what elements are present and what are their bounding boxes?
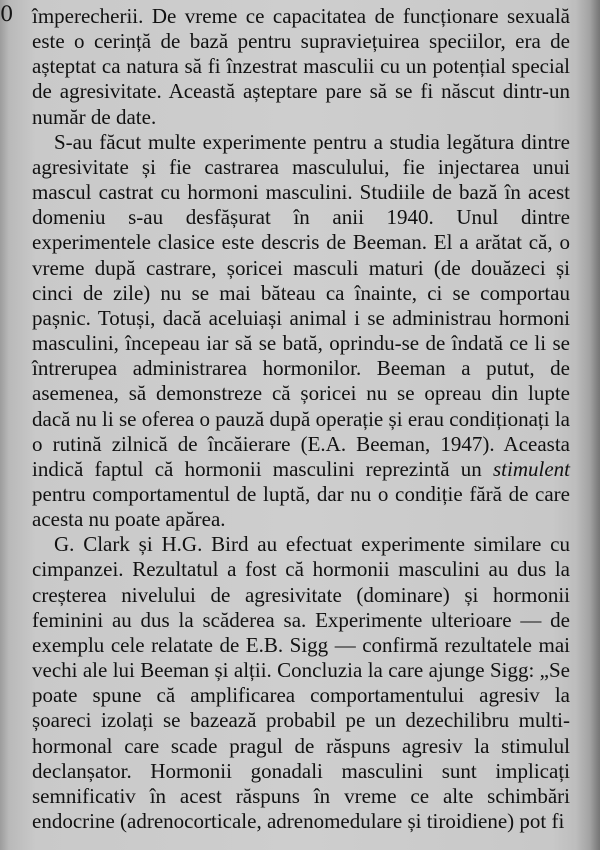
paragraph-2-after: pentru comportamentul de luptă, dar nu o condiție fără de care acesta nu poate apărea. [32,481,570,532]
page-number: 0 [0,2,14,26]
paragraph-2-text: S-au făcut multe experimente pentru a studia legătura dintre agresivitate și fie castrarea masculului, fie injectarea unui mascul castrat cu hormoni masculini. Studiile de bază în acest domeniu s-au desfășurat în anii 1940. Unul dintre experimentele clasice este descris de Beeman. El a arătat că, o vreme după castrare, șoricei masculi maturi (de douăzeci și cinci de zile) nu se mai băteau ca înainte, ci se comportau pașnic. Totuși, dacă aceluiași animal i se administrau hormoni masculini, începeau iar să se bată, oprindu-se de îndată ce li se întrerupea administrarea hormonilor. Beeman a putut, de asemenea, să demonstreze că șoricei nu se opreau din lupte dacă nu li se oferea o pauză după operație și erau condiționați la o rutină zilnică de încăierare (E.A. Beeman, 1947). Aceasta indică faptul că hormonii masculini reprezintă un [32,129,570,481]
italic-term: stimulent [493,456,570,481]
page-edge-shadow [590,0,600,850]
body-text [32,4,570,834]
paragraph-2 [32,130,570,533]
paragraph-1: împerecherii. De vreme ce capacitatea de funcționare sexuală este o cerință de bază pentru supraviețuirea speciilor, era de așteptat ca natura să fi înzestrat masculii cu un potențial special de agresivitate. Această așteptare pare să se fi născut dintr-un număr de date. [32,4,570,129]
paragraph-3: G. Clark și H.G. Bird au efectuat experimente similare cu cimpanzei. Rezultatul a fost că hormonii masculini au dus la creșterea nivelului de agresivitate (dominare) și hormonii feminini au dus la scăderea sa. Experimente ulterioare — de exemplu cele relatate de E.B. Sigg — confirmă rezultatele mai vechi ale lui Beeman și alții. Concluzia la care ajunge Sigg: „Se poate spune că amplificarea comportamentului agresiv la șoareci izolați se bazează probabil pe un dezechilibru multi-hormonal care scade pragul de răspuns agresiv la stimulul declanșator. Hormonii gonadali masculini sunt implicați semnificativ în acest răspuns în vreme ce alte schimbări endocrine (adrenocorticale, adrenomedulare și tiroidiene) pot fi [32,532,570,833]
